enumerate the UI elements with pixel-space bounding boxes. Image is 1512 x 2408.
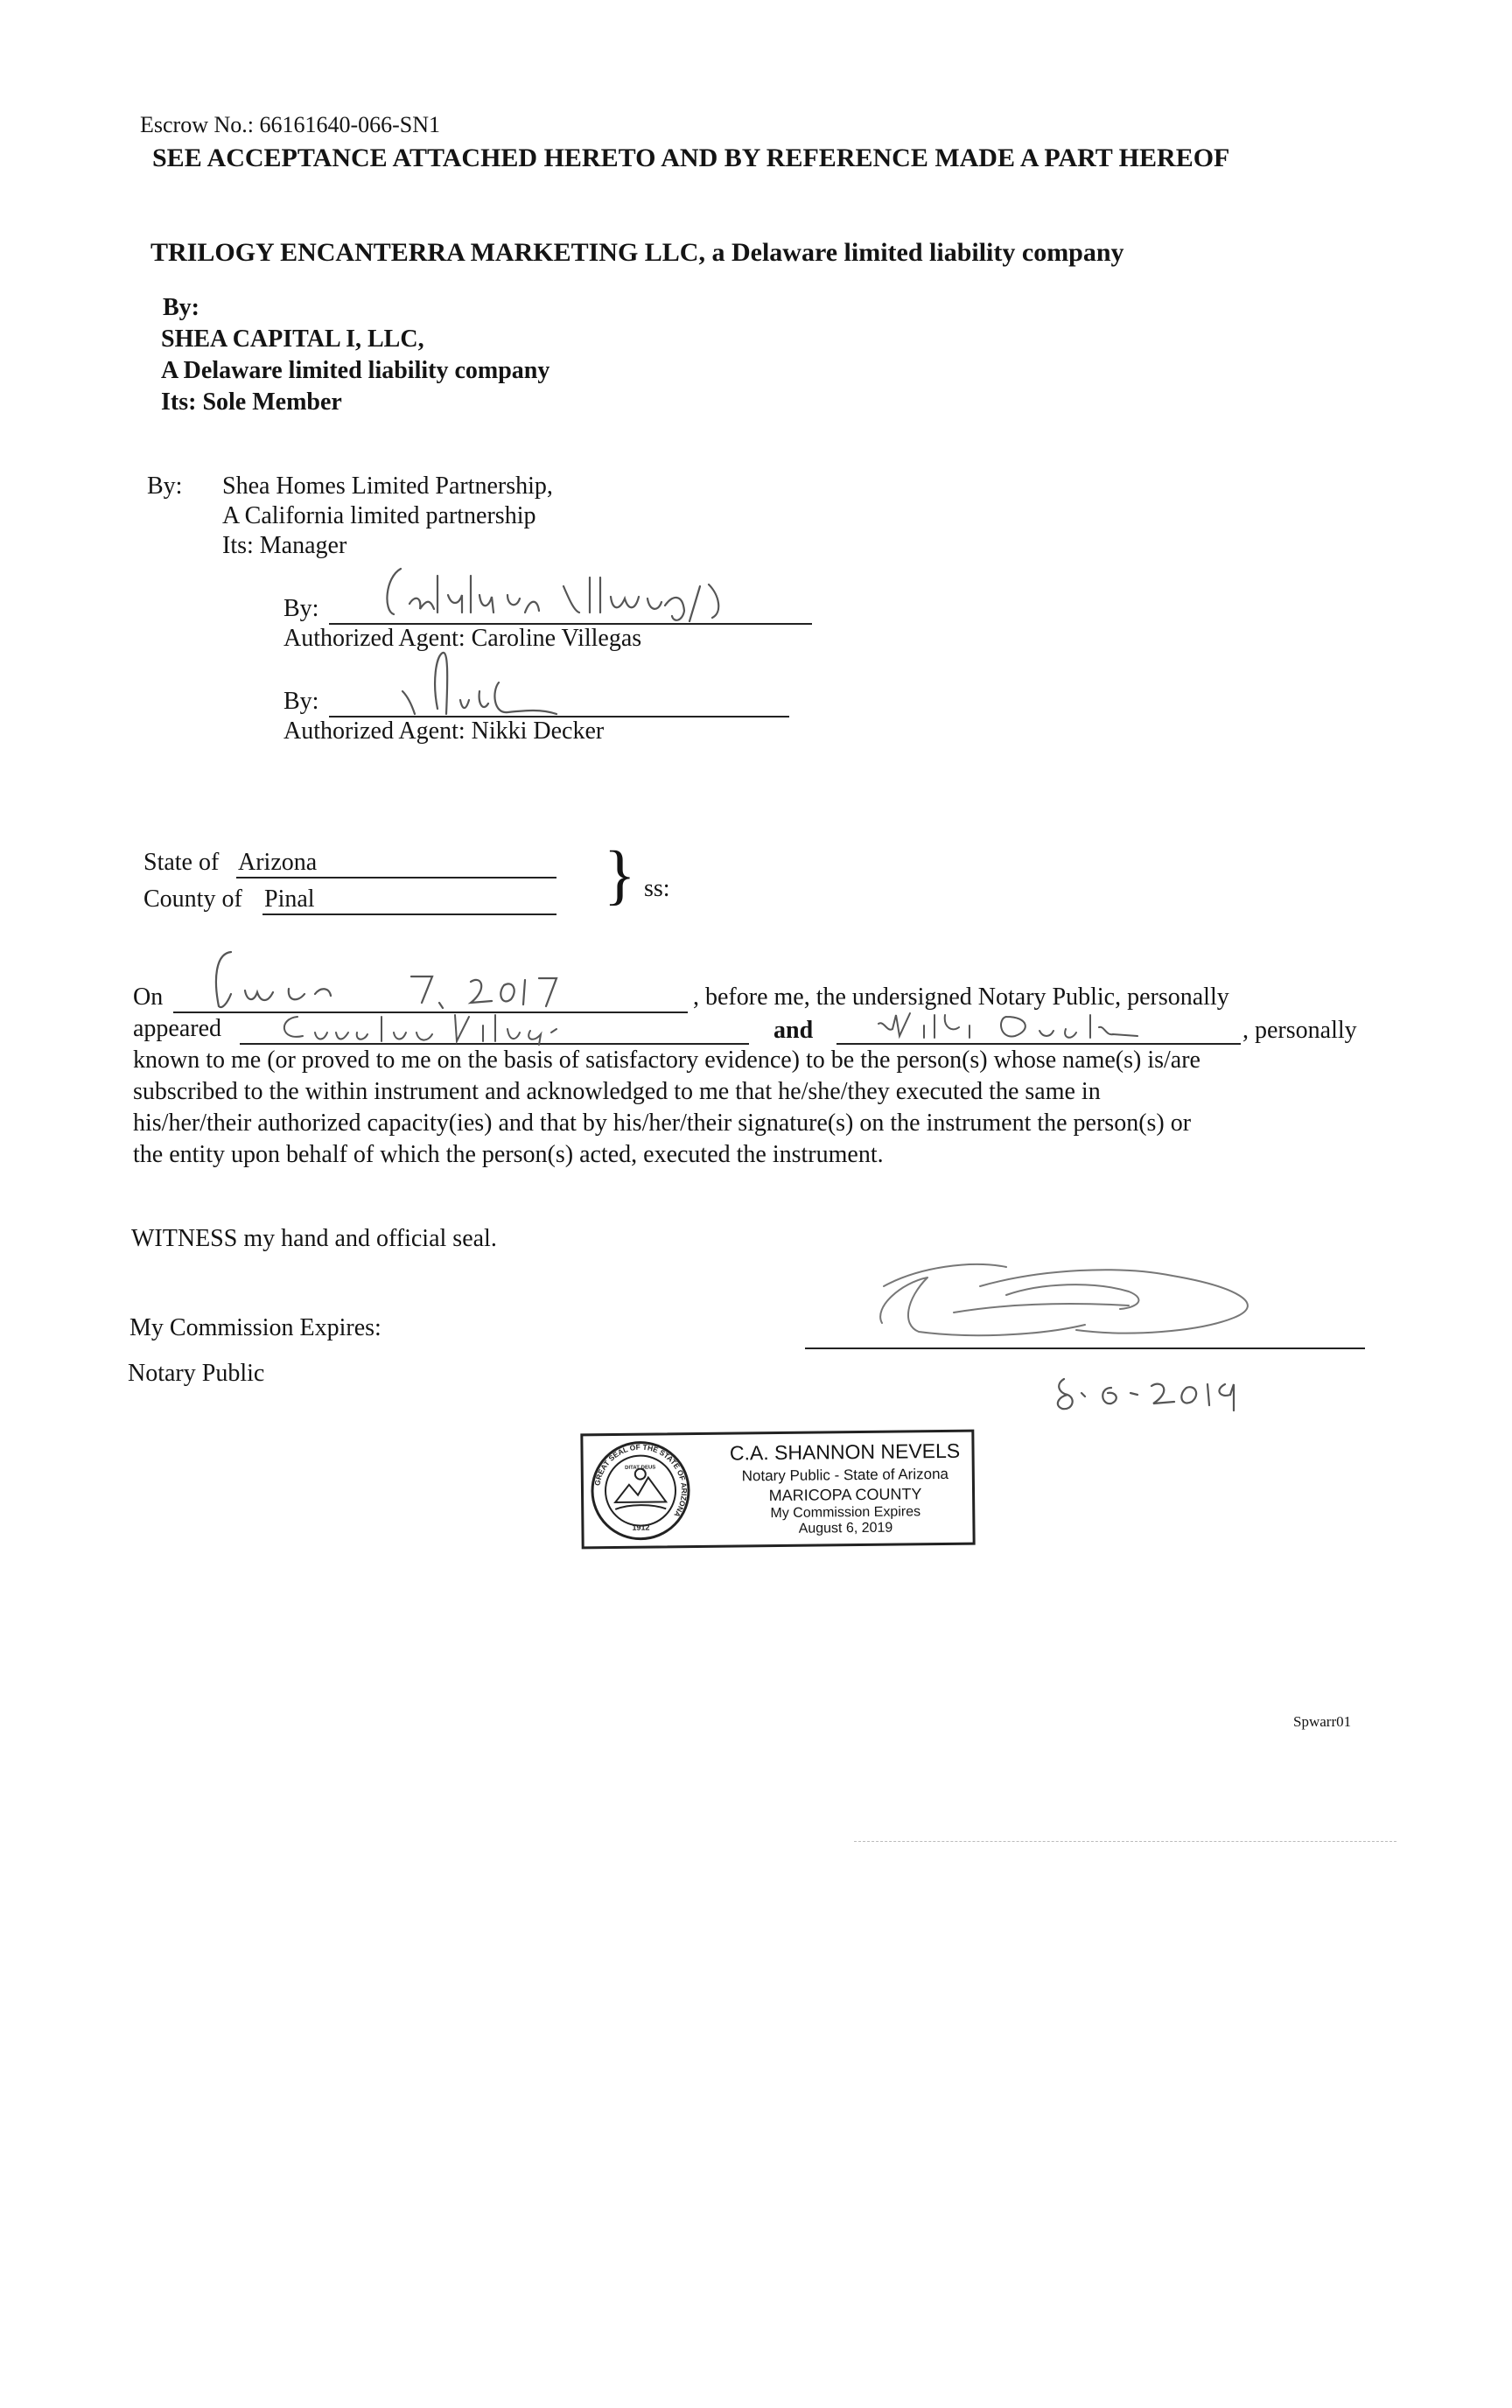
stamp-expires-label: My Commission Expires bbox=[770, 1504, 921, 1522]
county-underline bbox=[262, 914, 556, 915]
stamp-expires-date: August 6, 2019 bbox=[798, 1520, 893, 1536]
escrow-number: Escrow No.: 66161640-066-SN1 bbox=[140, 112, 441, 137]
entity-by-label: By: bbox=[163, 294, 200, 321]
venue-brace: } bbox=[604, 838, 636, 912]
county-label: County of bbox=[144, 886, 242, 913]
signer1-signature bbox=[376, 560, 744, 626]
appeared-label: appeared bbox=[133, 1015, 222, 1042]
ss-label: ss: bbox=[644, 875, 670, 902]
scan-artifact-line bbox=[854, 1841, 1396, 1842]
witness-text: WITNESS my hand and official seal. bbox=[131, 1225, 497, 1252]
manager-name: Shea Homes Limited Partnership, bbox=[222, 472, 553, 500]
handwritten-date bbox=[192, 945, 630, 1012]
notary-public-label: Notary Public bbox=[128, 1360, 265, 1387]
state-label: State of bbox=[144, 849, 220, 876]
manager-role: Its: Manager bbox=[222, 532, 347, 559]
county-value: Pinal bbox=[264, 886, 315, 913]
stamp-notary-name: C.A. SHANNON NEVELS bbox=[729, 1438, 961, 1465]
notary-signature bbox=[866, 1251, 1278, 1348]
notary-stamp bbox=[580, 1430, 975, 1550]
member-role: Its: Sole Member bbox=[161, 388, 342, 416]
signer1-caption: Authorized Agent: Caroline Villegas bbox=[284, 625, 642, 652]
before-text: , before me, the undersigned Notary Public, personally bbox=[693, 984, 1229, 1011]
and-label: and bbox=[774, 1017, 814, 1044]
ack-body-line4: the entity upon behalf of which the person(s) acted, executed the instrument. bbox=[133, 1141, 884, 1168]
signer2-signature bbox=[385, 648, 560, 721]
state-seal-icon bbox=[588, 1438, 692, 1543]
on-label: On bbox=[133, 984, 164, 1011]
commission-label: My Commission Expires: bbox=[130, 1314, 382, 1341]
svg-text:DITAT DEUS: DITAT DEUS bbox=[625, 1465, 656, 1471]
signer2-caption: Authorized Agent: Nikki Decker bbox=[284, 718, 605, 745]
acceptance-heading: SEE ACCEPTANCE ATTACHED HERETO AND BY REFERENCE MADE A PART HEREOF bbox=[152, 144, 1230, 172]
personally-end: , personally bbox=[1242, 1017, 1357, 1044]
appeared-name2-handwritten bbox=[875, 1006, 1242, 1045]
stamp-county: MARICOPA COUNTY bbox=[768, 1485, 922, 1505]
company-name: TRILOGY ENCANTERRA MARKETING LLC, a Delaware limited liability company bbox=[150, 238, 1124, 267]
manager-type: A California limited partnership bbox=[222, 502, 536, 529]
commission-date-handwritten bbox=[1046, 1367, 1274, 1421]
notary-signature-line bbox=[805, 1348, 1365, 1349]
footer-code: Spwarr01 bbox=[1293, 1713, 1352, 1730]
svg-text:1912: 1912 bbox=[632, 1522, 650, 1532]
ack-body-line3: his/her/their authorized capacity(ies) and that by his/her/their signature(s) on the instrument the person(s) or bbox=[133, 1110, 1192, 1137]
member-name: SHEA CAPITAL I, LLC, bbox=[161, 326, 424, 353]
appeared-name1-handwritten bbox=[262, 1006, 665, 1045]
signer2-by-label: By: bbox=[284, 688, 319, 715]
ack-body-line2: subscribed to the within instrument and acknowledged to me that he/she/they executed the same in bbox=[133, 1078, 1101, 1105]
state-underline bbox=[236, 877, 556, 878]
state-value: Arizona bbox=[238, 849, 318, 876]
svg-text:GREAT SEAL OF THE STATE OF ARI: GREAT SEAL OF THE STATE OF ARIZONA bbox=[592, 1442, 690, 1519]
member-type: A Delaware limited liability company bbox=[161, 357, 550, 384]
stamp-title: Notary Public - State of Arizona bbox=[741, 1465, 949, 1485]
ack-body-line1: known to me (or proved to me on the basis of satisfactory evidence) to be the person(s) whose name(s) is/are bbox=[133, 1046, 1200, 1074]
signer1-by-label: By: bbox=[284, 595, 319, 622]
manager-by-label: By: bbox=[147, 472, 183, 500]
